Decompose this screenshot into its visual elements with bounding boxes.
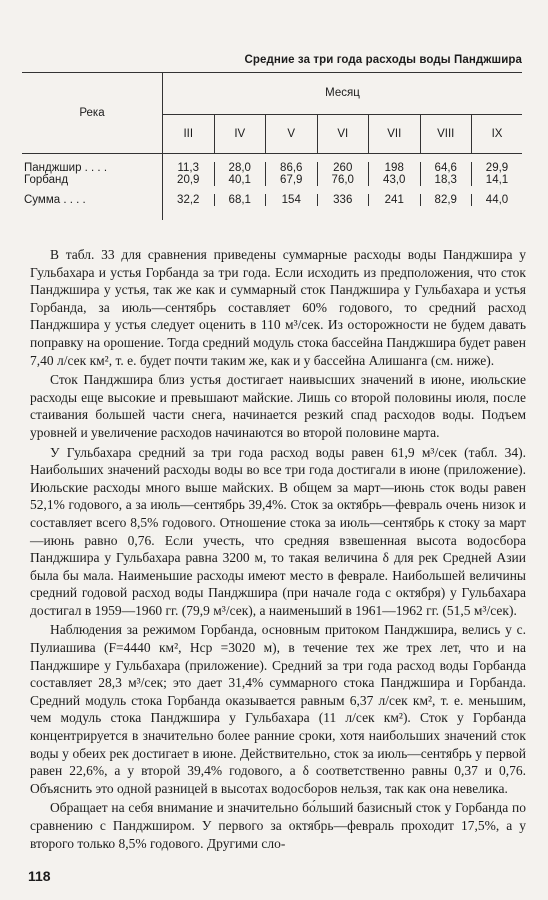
paragraph: В табл. 33 для сравнения приведены суммарные расходы воды Панджшира у Гульбахара и устья Горбанда за три года. Если исходить из предположения, что сток Панджшира у устья, так же как и суммарный сток Панджшира у Гульбахара и устья Горбанда, за июль—сентябрь составляет 60% годового, то средний расход Панджшира у устья следует оценить в 110 м³/сек. Из осторожности не будем давать поправку на орошение. Тогда средний модуль стока бассейна Панджшира будет равен 7,40 л/сек км², т. е. будет почти таким же, как и у бассейна Алишанга (см. ниже).	[30, 247, 526, 368]
table-caption: Средние за три года расходы воды Панджшира	[244, 54, 522, 66]
page-number: 118	[28, 868, 51, 884]
table-cell: 64,6	[420, 162, 472, 174]
row-label: Сумма . . . .	[22, 194, 163, 206]
table-cell: 86,6	[266, 162, 318, 174]
table-cell: 28,0	[214, 162, 266, 174]
table-cell: 154	[266, 194, 318, 206]
month-header: VI	[317, 114, 369, 154]
table-cell: 241	[369, 194, 421, 206]
month-header: VIII	[420, 114, 472, 154]
table-cell: 44,0	[472, 194, 523, 206]
table-cell: 260	[317, 162, 369, 174]
table-cell: 198	[369, 162, 421, 174]
header-river: Река	[22, 73, 163, 154]
month-header: III	[183, 127, 194, 140]
table-cell: 18,3	[420, 174, 472, 186]
table-cell: 76,0	[317, 174, 369, 186]
table-cell: 14,1	[472, 174, 523, 186]
table-row	[22, 174, 522, 186]
table-row	[22, 194, 522, 206]
month-header: V	[266, 114, 318, 154]
paragraph: Сток Панджшира близ устья достигает наивысших значений в июне, июльские расходы еще высокие и превышают майские. Лишь со второй половины июля, после стаивания большей части снега, начинается резкий спад расходов воды. Подъем уровней и увеличение расходов начинаются во второй половине марта.	[30, 372, 526, 440]
table-cell: 20,9	[177, 174, 200, 186]
header-month: Месяц	[163, 73, 523, 115]
table-cell: 29,9	[472, 162, 523, 174]
paragraph: У Гульбахара средний за три года расход воды равен 61,9 м³/сек (табл. 34). Наибольших значений расходы воды во все три года достигали в июне (приложение). Июльские расходы много выше майских. В общем за март—июнь сток воды равен 52,1% годового, а за июль—сентябрь 39,4%. Сток за октябрь—февраль очень низок и составляет всего 8,5% годового. Отношение стока за июль—сентябрь к стоку за март—июнь равно 0,76. Если учесть, что средняя взвешенная высота водосбора Панджшира у Гульбахара равна 3200 м, то такая величина δ для рек Средней Азии была бы мала. Наименьшие расходы имеют место в феврале. Наибольшей величины средний годовой расход воды Панджшира (при начале года с октября) у Гульбахара достигал в 1959—1960 гг. (79,9 м³/сек), а наименьший в 1961—1962 гг. (51,5 м³/сек).	[30, 444, 526, 618]
row-label: Панджшир . . . .	[22, 162, 163, 174]
table-row	[22, 162, 522, 174]
discharge-table	[22, 72, 522, 220]
table-cell: 32,2	[177, 194, 200, 206]
table-cell: 43,0	[369, 174, 421, 186]
table-cell: 11,3	[177, 162, 200, 174]
body-text	[30, 246, 526, 852]
month-header: IX	[472, 114, 523, 154]
month-header: VII	[369, 114, 421, 154]
row-label: Горбанд	[22, 174, 163, 186]
table-cell: 82,9	[420, 194, 472, 206]
table-cell: 40,1	[214, 174, 266, 186]
paragraph: Обращает на себя внимание и значительно бо́льший базисный сток у Горбанда по сравнению с Панджширом. У первого за октябрь—февраль проходит 17,5%, а у второго только 8,5% годового. Другими сло-	[30, 800, 526, 851]
table-cell: 67,9	[266, 174, 318, 186]
paragraph: Наблюдения за режимом Горбанда, основным притоком Панджшира, велись у с. Пулиашива (F=4440 км², Hср =3020 м), в течение тех же трех лет, что и на Панджшире у Гульбахара (приложение). Средний за три года расход воды Горбанда составляет 28,3 м³/сек; это дает 31,4% суммарного стока Панджшира и Горбанда. Средний модуль стока Горбанда оказывается равным 6,37 л/сек км², т. е. меньшим, чем модуль стока Панджшира у Гульбахара (11 л/сек км²). Сток у Горбанда концентрируется в значительно более ранние сроки, хотя наибольших значений сток воды у обеих рек достигает в июне. Действительно, сток за июль—сентябрь у первой равен 22,6%, а у второй 39,4% годового, а δ соответственно равны 0,37 и 0,76. Объяснить это одной разницей в высотах водосборов нельзя, так как она невелика.	[30, 622, 526, 796]
table-cell: 336	[317, 194, 369, 206]
month-header: IV	[214, 114, 266, 154]
table-cell: 68,1	[214, 194, 266, 206]
